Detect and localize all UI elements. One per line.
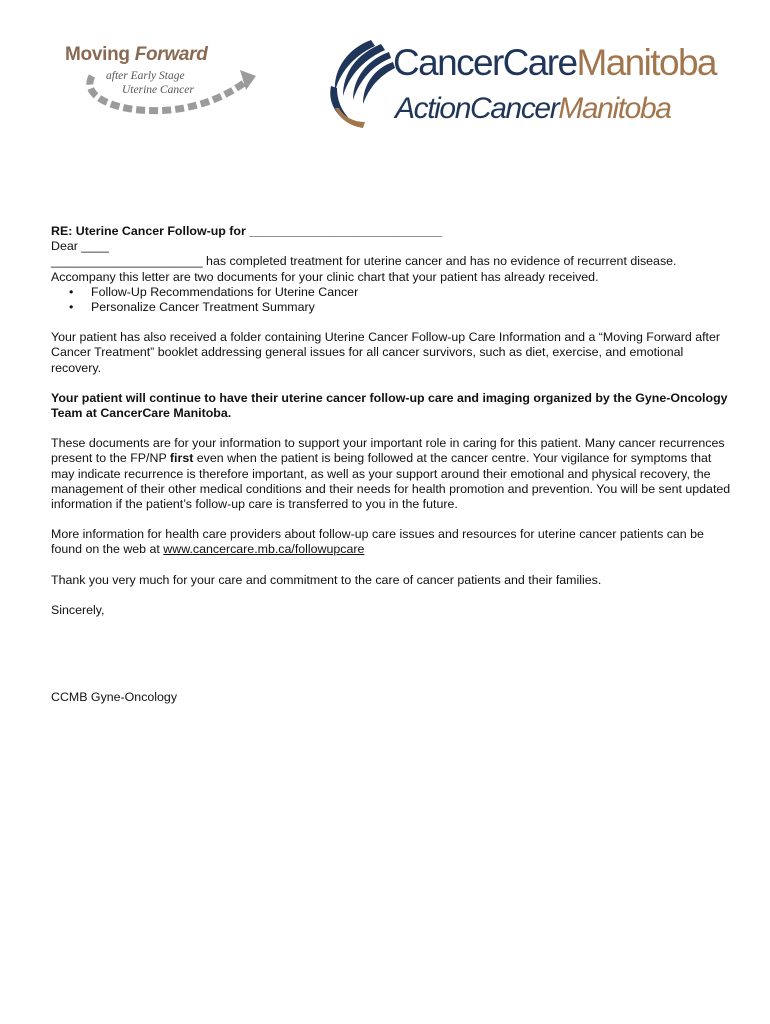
gyne-oncology-paragraph: Your patient will continue to have their uterine cancer follow-up care and imaging organized by the Gyne-Oncology Team at CancerCare Manitoba. [51,390,728,421]
moving-forward-logo [60,40,260,120]
re-line: RE: Uterine Cancer Follow-up for ____________________________ [51,224,443,238]
salutation: Dear ____ [51,239,109,254]
documents-list [51,285,731,315]
patient-name-blank: ______________________ [51,254,203,269]
cancercare-manitoba-wordmark: CancerCareManitoba [393,42,716,83]
moving-forward-title: Moving Forward [65,44,208,65]
list-item: • Personalize Cancer Treatment Summary [91,300,731,315]
intro-paragraph: ______________________ has completed treatment for uterine cancer and has no evidence of recurrent disease. Accompany this letter are two documents for your clinic chart that your patient has already received. [51,254,677,284]
signature: CCMB Gyne-Oncology [51,690,178,705]
actioncancer-manitoba-wordmark: ActionCancerManitoba [395,92,671,125]
cancercare-manitoba-logo [325,34,755,134]
list-item: • Follow-Up Recommendations for Uterine Cancer [91,285,731,300]
closing: Sincerely, [51,602,105,617]
letter-body [51,224,731,705]
followup-care-link[interactable]: www.cancercare.mb.ca/followupcare [163,542,365,557]
role-paragraph: These documents are for your information to support your important role in caring for this patient. Many cancer recurrences present to the FP/NP first even when the patient is being followed at the cancer centre. Your vigilance for symptoms that may indicate recurrence is therefore important, as well as your support around their emotional and physical recovery, the management of their other medical conditions and their needs for health promotion and prevention. You will be sent updated information if the patient’s follow-up care is transferred to you in the future. [51,436,731,512]
moving-forward-subtitle: after Early Stage [106,70,185,82]
moving-forward-subtitle-2: Uterine Cancer [122,84,194,96]
swirl-emblem-icon [325,34,397,134]
folder-paragraph: Your patient has also received a folder containing Uterine Cancer Follow-up Care Information and a “Moving Forward after Cancer Treatment” booklet addressing general issues for all cancer survivors, such as diet, exercise, and emotional recovery. [51,330,720,375]
more-info-paragraph: More information for health care providers about follow-up care issues and resources for uterine cancer patients can be found on the web at www.cancercare.mb.ca/followupcare [51,527,704,557]
thank-you-paragraph: Thank you very much for your care and commitment to the care of cancer patients and their families. [51,572,602,587]
